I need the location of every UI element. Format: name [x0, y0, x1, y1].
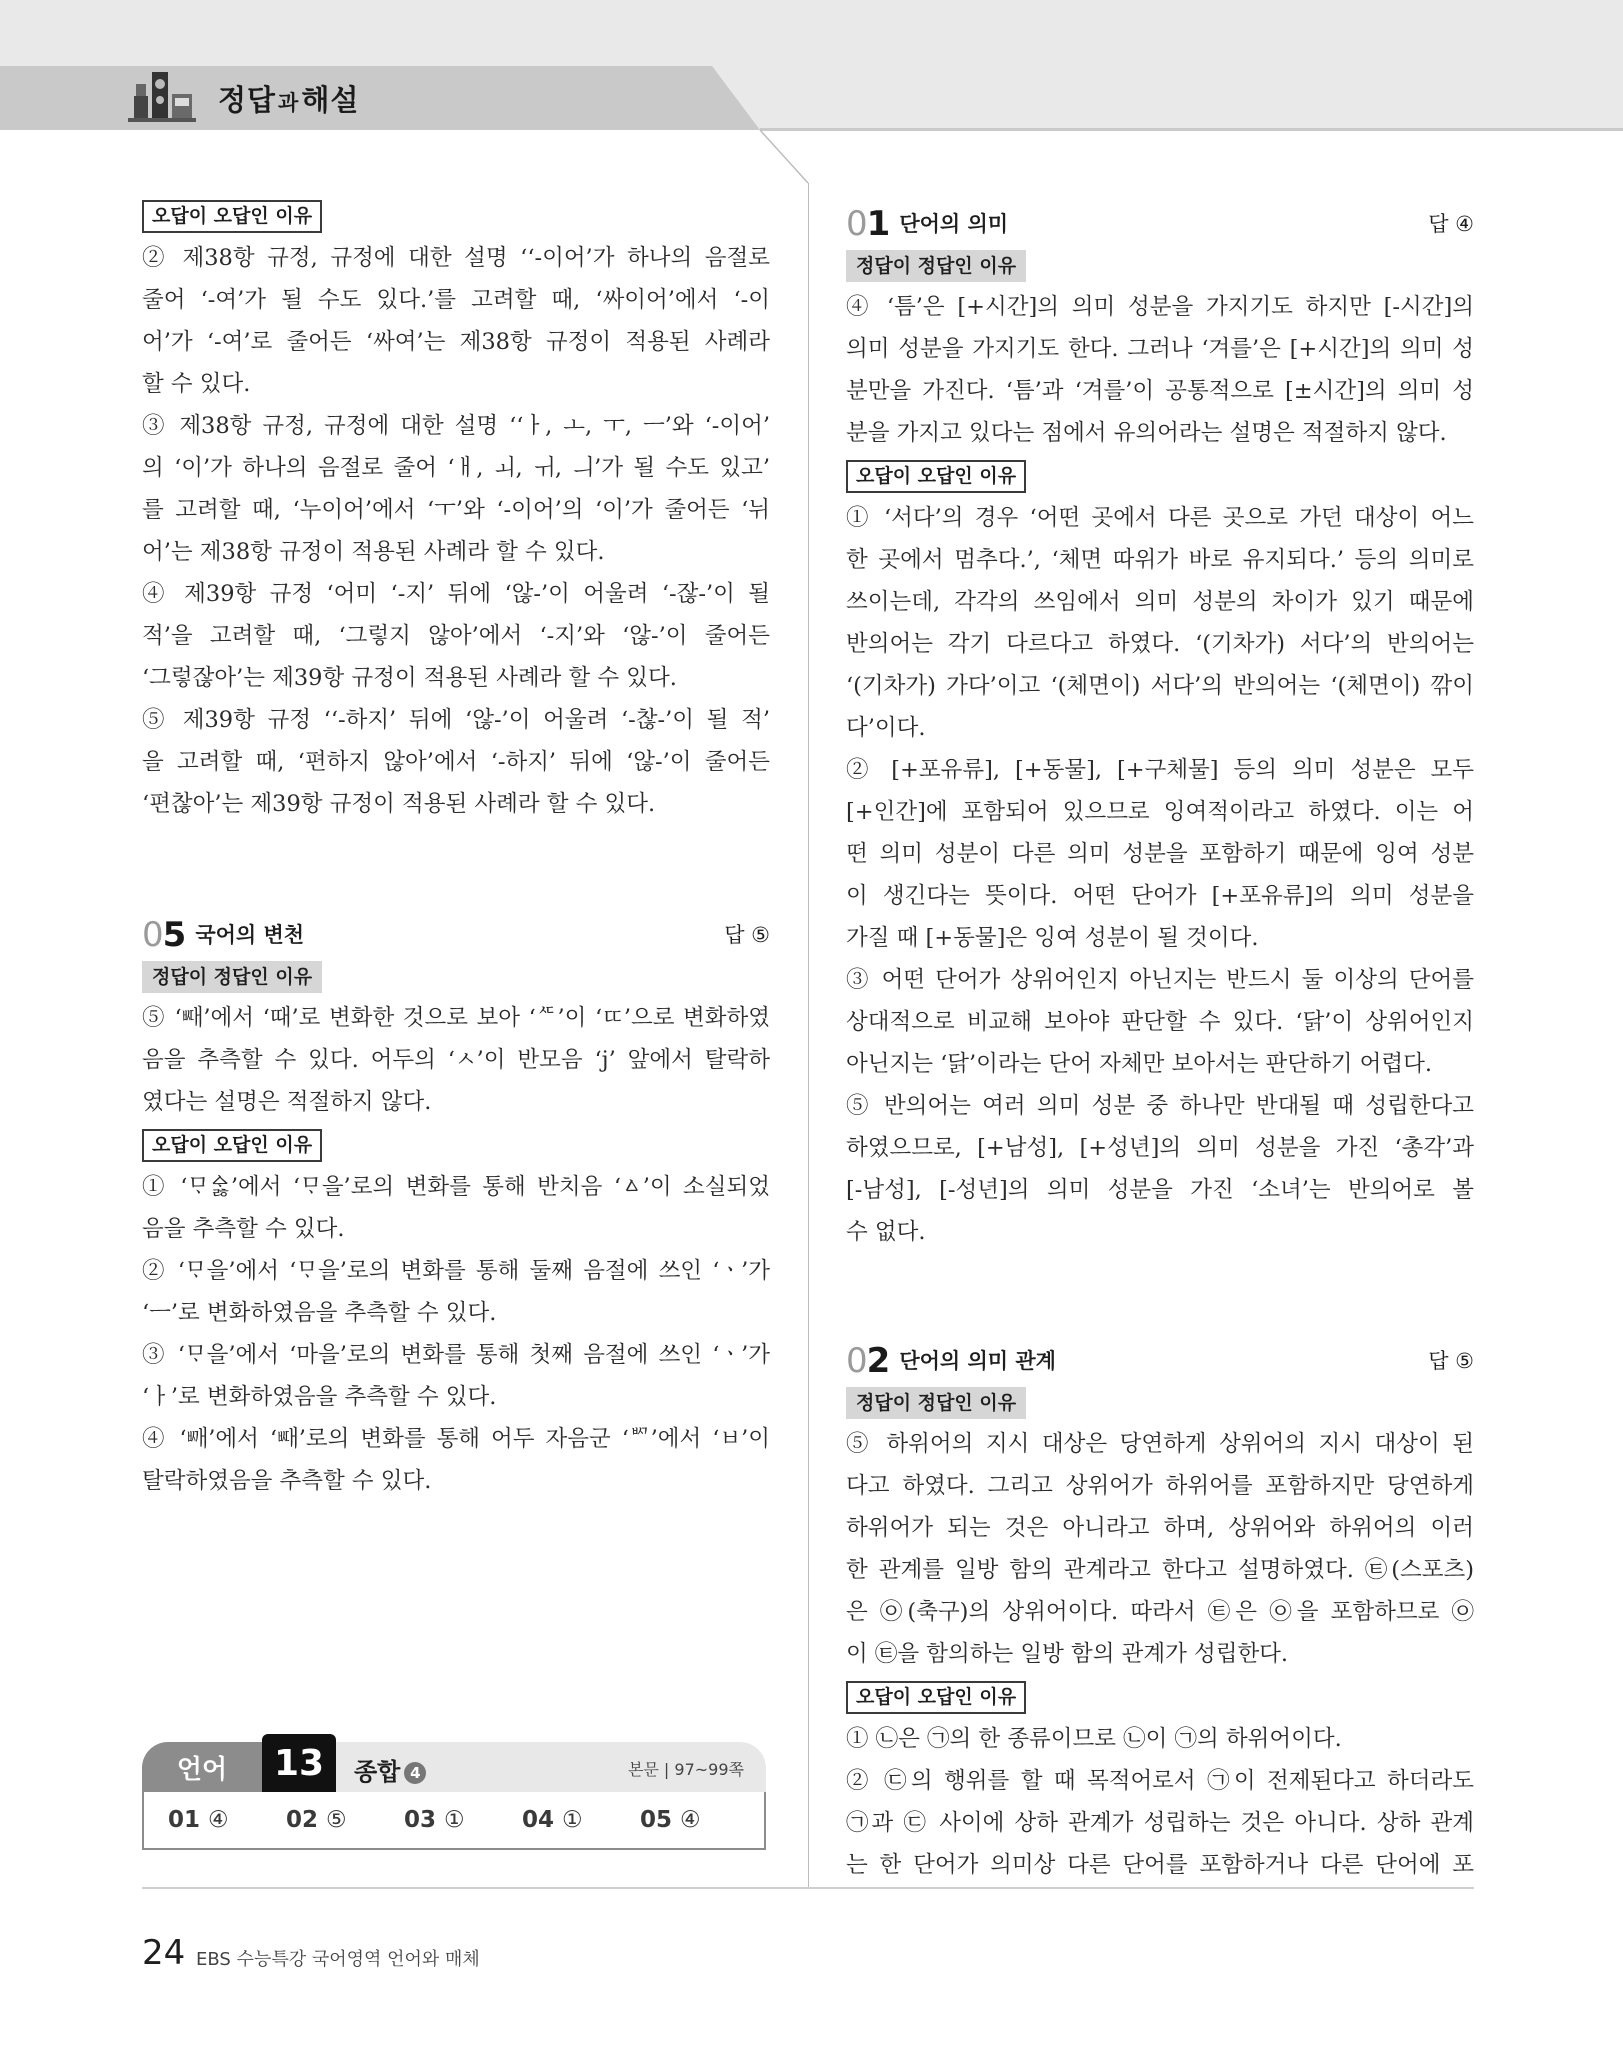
answer-item: 02 ⑤ [286, 1807, 347, 1833]
answer-summary [142, 1742, 766, 1852]
text-line: ① ‘ᄆᆞᅀᆞᆶ’에서 ‘ᄆᆞ을’로의 변화를 통해 반치음 ‘ㅿ’이 소실되었 [142, 1174, 770, 1200]
text-line: 탈락하였음을 추측할 수 있다. [142, 1468, 432, 1494]
question-title: 단어의 의미 관계 [899, 1349, 1056, 1373]
kind-number-badge: 4 [404, 1762, 426, 1784]
answer-set-number: 13 [262, 1734, 336, 1792]
left-column [142, 194, 770, 1502]
question-header-02 [846, 1325, 1474, 1381]
explanation-block [846, 497, 1474, 1253]
question-header-01 [846, 188, 1474, 244]
explanation-block [846, 286, 1474, 454]
text-line: 은 ㉧(축구)의 상위어이다. 따라서 ㉫은 ㉧을 포함하므로 ㉧ [846, 1599, 1474, 1625]
text-line: 는 한 단어가 의미상 다른 단어를 포함하거나 다른 단어에 포 [846, 1852, 1474, 1878]
text-line: 다고 하였다. 그리고 상위어가 하위어를 포함하지만 당연하게 [846, 1473, 1474, 1499]
text-line: ㉠과 ㉢ 사이에 상하 관계가 성립하는 것은 아니다. 상하 관계 [846, 1810, 1474, 1836]
page-title: 정답과해설 [218, 83, 360, 117]
text-line: ‘(기차가) 가다’이고 ‘(체면이) 서다’의 반의어는 ‘(체면이) 깎이 [846, 673, 1474, 699]
text-line: ⑤ 반의어는 여러 의미 성분 중 하나만 반대될 때 성립한다고 [846, 1093, 1474, 1119]
text-line: ⑤ ‘ᄣᅢ’에서 ‘때’로 변화한 것으로 보아 ‘ᄯ’이 ‘ㄸ’으로 변화하였 [142, 1005, 770, 1031]
footer-rule [142, 1887, 1474, 1889]
text-line: ① ㉡은 ㉠의 한 종류이므로 ㉡이 ㉠의 하위어이다. [846, 1726, 1342, 1752]
text-line: 분만을 가진다. ‘틈’과 ‘겨를’이 공통적으로 [±시간]의 의미 성 [846, 378, 1474, 404]
text-line: ③ 제38항 규정, 규정에 대한 설명 ‘‘ㅏ, ㅗ, ㅜ, ㅡ’와 ‘-이어’ [142, 413, 770, 439]
text-line: ② [+포유류], [+동물], [+구체물] 등의 의미 성분은 모두 [846, 757, 1474, 783]
text-line: ⑤ 하위어의 지시 대상은 당연하게 상위어의 지시 대상이 된 [846, 1431, 1474, 1457]
explanation-block [142, 1166, 770, 1502]
explanation-block [846, 1423, 1474, 1675]
text-line: ② ㉢의 행위를 할 때 목적어로서 ㉠이 전제된다고 하더라도 [846, 1768, 1474, 1794]
text-line: 이 생긴다는 뜻이다. 어떤 단어가 [+포유류]의 의미 성분을 [846, 883, 1474, 909]
explanation-block [142, 997, 770, 1123]
answer-item: 01 ④ [168, 1807, 229, 1833]
answer-item: 04 ① [522, 1807, 583, 1833]
section-label-wrong: 오답이 오답인 이유 [846, 460, 1026, 493]
text-line: 줄어 ‘-여’가 될 수도 있다.’를 고려할 때, ‘싸이어’에서 ‘-이 [142, 287, 770, 313]
text-line: ③ ‘ᄆᆞ을’에서 ‘마을’로의 변화를 통해 첫째 음절에 쓰인 ‘ㆍ’가 [142, 1342, 770, 1368]
question-answer: 답 ⑤ [1428, 1349, 1474, 1373]
section-label-wrong: 오답이 오답인 이유 [142, 1129, 322, 1162]
question-answer: 답 ④ [1428, 212, 1474, 236]
text-line: ‘편찮아’는 제39항 규정이 적용된 사례라 할 수 있다. [142, 791, 656, 817]
text-line: 어’가 ‘-여’로 줄어든 ‘싸여’는 제38항 규정이 적용된 사례라 [142, 329, 770, 355]
text-line: [-남성], [-성년]의 의미 성분을 가진 ‘소녀’는 반의어로 볼 [846, 1177, 1474, 1203]
column-divider-slant [0, 0, 1623, 200]
answer-set-kind: 종합 4 [354, 1752, 426, 1787]
explanation-block [846, 1718, 1474, 1886]
text-line: 하위어가 되는 것은 아니라고 하며, 상위어와 하위어의 이러 [846, 1515, 1474, 1541]
answer-item: 05 ④ [640, 1807, 701, 1833]
question-title: 단어의 의미 [899, 212, 1009, 236]
text-line: ‘ㅏ’로 변화하였음을 추측할 수 있다. [142, 1384, 497, 1410]
answer-pages: 본문 | 97~99쪽 [627, 1760, 744, 1779]
section-label-wrong: 오답이 오답인 이유 [846, 1681, 1026, 1714]
answer-item: 03 ① [404, 1807, 465, 1833]
text-line: 음을 추측할 수 있다. 어두의 ‘ㅅ’이 반모음 ‘j’ 앞에서 탈락하 [142, 1047, 770, 1073]
section-label-correct: 정답이 정답인 이유 [846, 250, 1026, 282]
question-number: 01 [846, 204, 890, 244]
text-line: ‘그렇잖아’는 제39항 규정이 적용된 사례라 할 수 있다. [142, 665, 677, 691]
text-line: 였다는 설명은 적절하지 않다. [142, 1089, 432, 1115]
question-number: 02 [846, 1341, 890, 1381]
text-line: ‘ㅡ’로 변화하였음을 추측할 수 있다. [142, 1300, 497, 1326]
text-line: 아닌지는 ‘닭’이라는 단어 자체만 보아서는 판단하기 어렵다. [846, 1051, 1433, 1077]
text-line: 의 ‘이’가 하나의 음절로 줄어 ‘ㅐ, ㅚ, ㅟ, ㅢ’가 될 수도 있고’ [142, 455, 770, 481]
text-line: 떤 의미 성분이 다른 의미 성분을 포함하기 때문에 잉여 성분 [846, 841, 1474, 867]
column-divider [808, 183, 809, 1887]
text-line: 을 고려할 때, ‘편하지 않아’에서 ‘-하지’ 뒤에 ‘않-’이 줄어든 [142, 749, 770, 775]
text-line: 다’이다. [846, 715, 926, 741]
text-line: 상대적으로 비교해 보아야 판단할 수 있다. ‘닭’이 상위어인지 [846, 1009, 1474, 1035]
text-line: [+인간]에 포함되어 있으므로 잉여적이라고 하였다. 이는 어 [846, 799, 1474, 825]
question-answer: 답 ⑤ [724, 923, 770, 947]
section-label-wrong: 오답이 오답인 이유 [142, 200, 322, 233]
text-line: ⑤ 제39항 규정 ‘‘-하지’ 뒤에 ‘않-’이 어울려 ‘-찮-’이 될 적’ [142, 707, 770, 733]
answer-category: 언어 [142, 1742, 262, 1792]
text-line: 의미 성분을 가지기도 한다. 그러나 ‘겨를’은 [+시간]의 의미 성 [846, 336, 1474, 362]
text-line: 할 수 있다. [142, 371, 251, 397]
answer-summary-body [142, 1792, 766, 1850]
text-line: ④ ‘틈’은 [+시간]의 의미 성분을 가지기도 하지만 [-시간]의 [846, 294, 1474, 320]
text-line: ③ 어떤 단어가 상위어인지 아닌지는 반드시 둘 이상의 단어를 [846, 967, 1474, 993]
right-column [846, 194, 1474, 1886]
text-line: ② ‘ᄆᆞ을’에서 ‘ᄆᆞ을’로의 변화를 통해 둘째 음절에 쓰인 ‘ㆍ’가 [142, 1258, 770, 1284]
text-line: ④ 제39항 규정 ‘어미 ‘-지’ 뒤에 ‘않-’이 어울려 ‘-잖-’이 될 [142, 581, 770, 607]
section-label-correct: 정답이 정답인 이유 [142, 961, 322, 993]
text-line: ① ‘서다’의 경우 ‘어떤 곳에서 다른 곳으로 가던 대상이 어느 [846, 505, 1474, 531]
book-title: EBS 수능특강 국어영역 언어와 매체 [196, 1949, 480, 1970]
text-line: 어’는 제38항 규정이 적용된 사례라 할 수 있다. [142, 539, 605, 565]
text-line: 한 곳에서 멈추다.’, ‘체면 따위가 바로 유지되다.’ 등의 의미로 [846, 547, 1474, 573]
text-line: 반의어는 각기 다르다고 하였다. ‘(기차가) 서다’의 반의어는 [846, 631, 1474, 657]
section-label-correct: 정답이 정답인 이유 [846, 1387, 1026, 1419]
text-line: 쓰이는데, 각각의 쓰임에서 의미 성분의 차이가 있기 때문에 [846, 589, 1474, 615]
text-line: ② 제38항 규정, 규정에 대한 설명 ‘‘-이어’가 하나의 음절로 [142, 245, 770, 271]
explanation-block [142, 237, 770, 825]
text-line: 적’을 고려할 때, ‘그렇지 않아’에서 ‘-지’와 ‘않-’이 줄어든 [142, 623, 770, 649]
text-line: 하였으므로, [+남성], [+성년]의 의미 성분을 가진 ‘총각’과 [846, 1135, 1474, 1161]
text-line: 이 ㉫을 함의하는 일방 함의 관계가 성립한다. [846, 1641, 1289, 1667]
text-line: ④ ‘ᄢᅢ’에서 ‘ᄣᅢ’로의 변화를 통해 어두 자음군 ‘ᄢ’에서 ‘ㅂ’이 [142, 1426, 770, 1452]
page-number: 24 [142, 1933, 186, 1973]
text-line: 한 관계를 일방 함의 관계라고 한다고 설명하였다. ㉫(스포츠) [846, 1557, 1474, 1583]
text-line: 가질 때 [+동물]은 잉여 성분이 될 것이다. [846, 925, 1259, 951]
text-line: 를 고려할 때, ‘누이어’에서 ‘ㅜ’와 ‘-이어’의 ‘이’가 줄어든 ‘뉘 [142, 497, 770, 523]
question-title: 국어의 변천 [195, 923, 305, 947]
question-header-05 [142, 899, 770, 955]
text-line: 음을 추측할 수 있다. [142, 1216, 345, 1242]
text-line: 수 없다. [846, 1219, 926, 1245]
question-number: 05 [142, 915, 186, 955]
text-line: 분을 가지고 있다는 점에서 유의어라는 설명은 적절하지 않다. [846, 420, 1447, 446]
